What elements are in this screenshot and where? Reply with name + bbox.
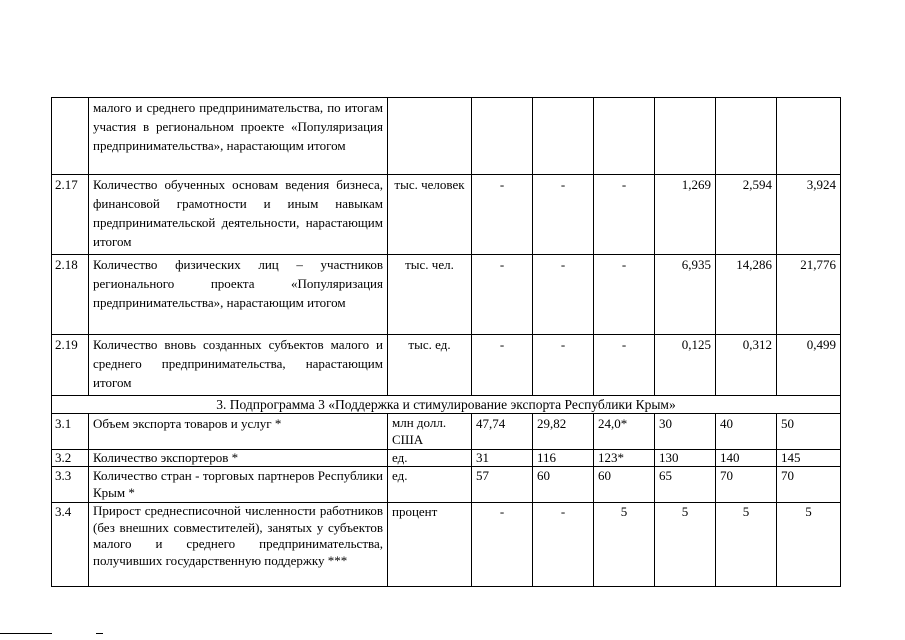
value-cell: -	[533, 255, 594, 335]
section-title: 3. Подпрограмма 3 «Поддержка и стимулирование экспорта Республики Крым»	[52, 396, 841, 414]
row-number: 3.1	[52, 414, 89, 450]
indicators-table	[51, 97, 841, 587]
table-row	[52, 450, 841, 467]
row-number: 3.3	[52, 467, 89, 503]
indicator-name: Объем экспорта товаров и услуг *	[89, 414, 388, 450]
value-cell: 40	[716, 414, 777, 450]
value-cell: 70	[777, 467, 841, 503]
footnote-separator	[0, 633, 52, 634]
table-row	[52, 255, 841, 335]
row-number: 3.4	[52, 503, 89, 587]
value-cell: 0,125	[655, 335, 716, 396]
unit: тыс. человек	[388, 175, 472, 255]
value-cell	[533, 98, 594, 175]
value-cell: 57	[472, 467, 533, 503]
value-cell: 70	[716, 467, 777, 503]
value-cell: -	[533, 335, 594, 396]
value-cell: 24,0*	[594, 414, 655, 450]
value-cell: 0,499	[777, 335, 841, 396]
value-cell: 5	[594, 503, 655, 587]
value-cell	[594, 98, 655, 175]
unit	[388, 98, 472, 175]
table-row	[52, 98, 841, 175]
value-cell: 116	[533, 450, 594, 467]
table-row	[52, 175, 841, 255]
value-cell	[777, 98, 841, 175]
value-cell: -	[472, 335, 533, 396]
value-cell: 31	[472, 450, 533, 467]
value-cell: -	[472, 255, 533, 335]
value-cell: 0,312	[716, 335, 777, 396]
value-cell: 60	[533, 467, 594, 503]
value-cell: 60	[594, 467, 655, 503]
value-cell: -	[594, 175, 655, 255]
row-number: 2.17	[52, 175, 89, 255]
unit: процент	[388, 503, 472, 587]
indicator-name: Прирост среднесписочной численности работников (без внешних совместителей), занятых у субъектов малого и среднего предпринимательства, получивших государственную поддержку ***	[89, 503, 388, 587]
value-cell	[655, 98, 716, 175]
table-row	[52, 503, 841, 587]
table-row	[52, 414, 841, 450]
value-cell: 5	[777, 503, 841, 587]
value-cell: 30	[655, 414, 716, 450]
unit: млн долл. США	[388, 414, 472, 450]
indicator-name: Количество физических лиц – участников регионального проекта «Популяризация предпринимательства», нарастающим итогом	[89, 255, 388, 335]
row-number: 2.19	[52, 335, 89, 396]
value-cell: 145	[777, 450, 841, 467]
indicator-name: Количество экспортеров *	[89, 450, 388, 467]
row-number: 2.18	[52, 255, 89, 335]
unit: ед.	[388, 467, 472, 503]
value-cell: -	[594, 335, 655, 396]
value-cell: -	[533, 503, 594, 587]
indicator-name: малого и среднего предпринимательства, по итогам участия в региональном проекте «Популяризация предпринимательства», нарастающим итогом	[89, 98, 388, 175]
value-cell: 130	[655, 450, 716, 467]
value-cell: 2,594	[716, 175, 777, 255]
value-cell: -	[594, 255, 655, 335]
value-cell: 5	[716, 503, 777, 587]
value-cell: 5	[655, 503, 716, 587]
value-cell: 14,286	[716, 255, 777, 335]
indicator-name: Количество вновь созданных субъектов малого и среднего предпринимательства, нарастающим итогом	[89, 335, 388, 396]
footnote-mark	[96, 633, 103, 634]
indicator-name: Количество стран - торговых партнеров Республики Крым *	[89, 467, 388, 503]
unit: тыс. ед.	[388, 335, 472, 396]
value-cell: 123*	[594, 450, 655, 467]
unit: тыс. чел.	[388, 255, 472, 335]
value-cell	[472, 98, 533, 175]
value-cell: 6,935	[655, 255, 716, 335]
value-cell: 29,82	[533, 414, 594, 450]
row-number	[52, 98, 89, 175]
unit: ед.	[388, 450, 472, 467]
row-number: 3.2	[52, 450, 89, 467]
value-cell: 3,924	[777, 175, 841, 255]
value-cell: 47,74	[472, 414, 533, 450]
table-row	[52, 467, 841, 503]
value-cell: -	[533, 175, 594, 255]
indicator-name: Количество обученных основам ведения бизнеса, финансовой грамотности и иным навыкам предпринимательской деятельности, нарастающим итогом	[89, 175, 388, 255]
value-cell: 140	[716, 450, 777, 467]
value-cell	[716, 98, 777, 175]
section-header-row	[52, 396, 841, 414]
value-cell: -	[472, 175, 533, 255]
value-cell: -	[472, 503, 533, 587]
value-cell: 50	[777, 414, 841, 450]
value-cell: 65	[655, 467, 716, 503]
table-row	[52, 335, 841, 396]
value-cell: 21,776	[777, 255, 841, 335]
value-cell: 1,269	[655, 175, 716, 255]
